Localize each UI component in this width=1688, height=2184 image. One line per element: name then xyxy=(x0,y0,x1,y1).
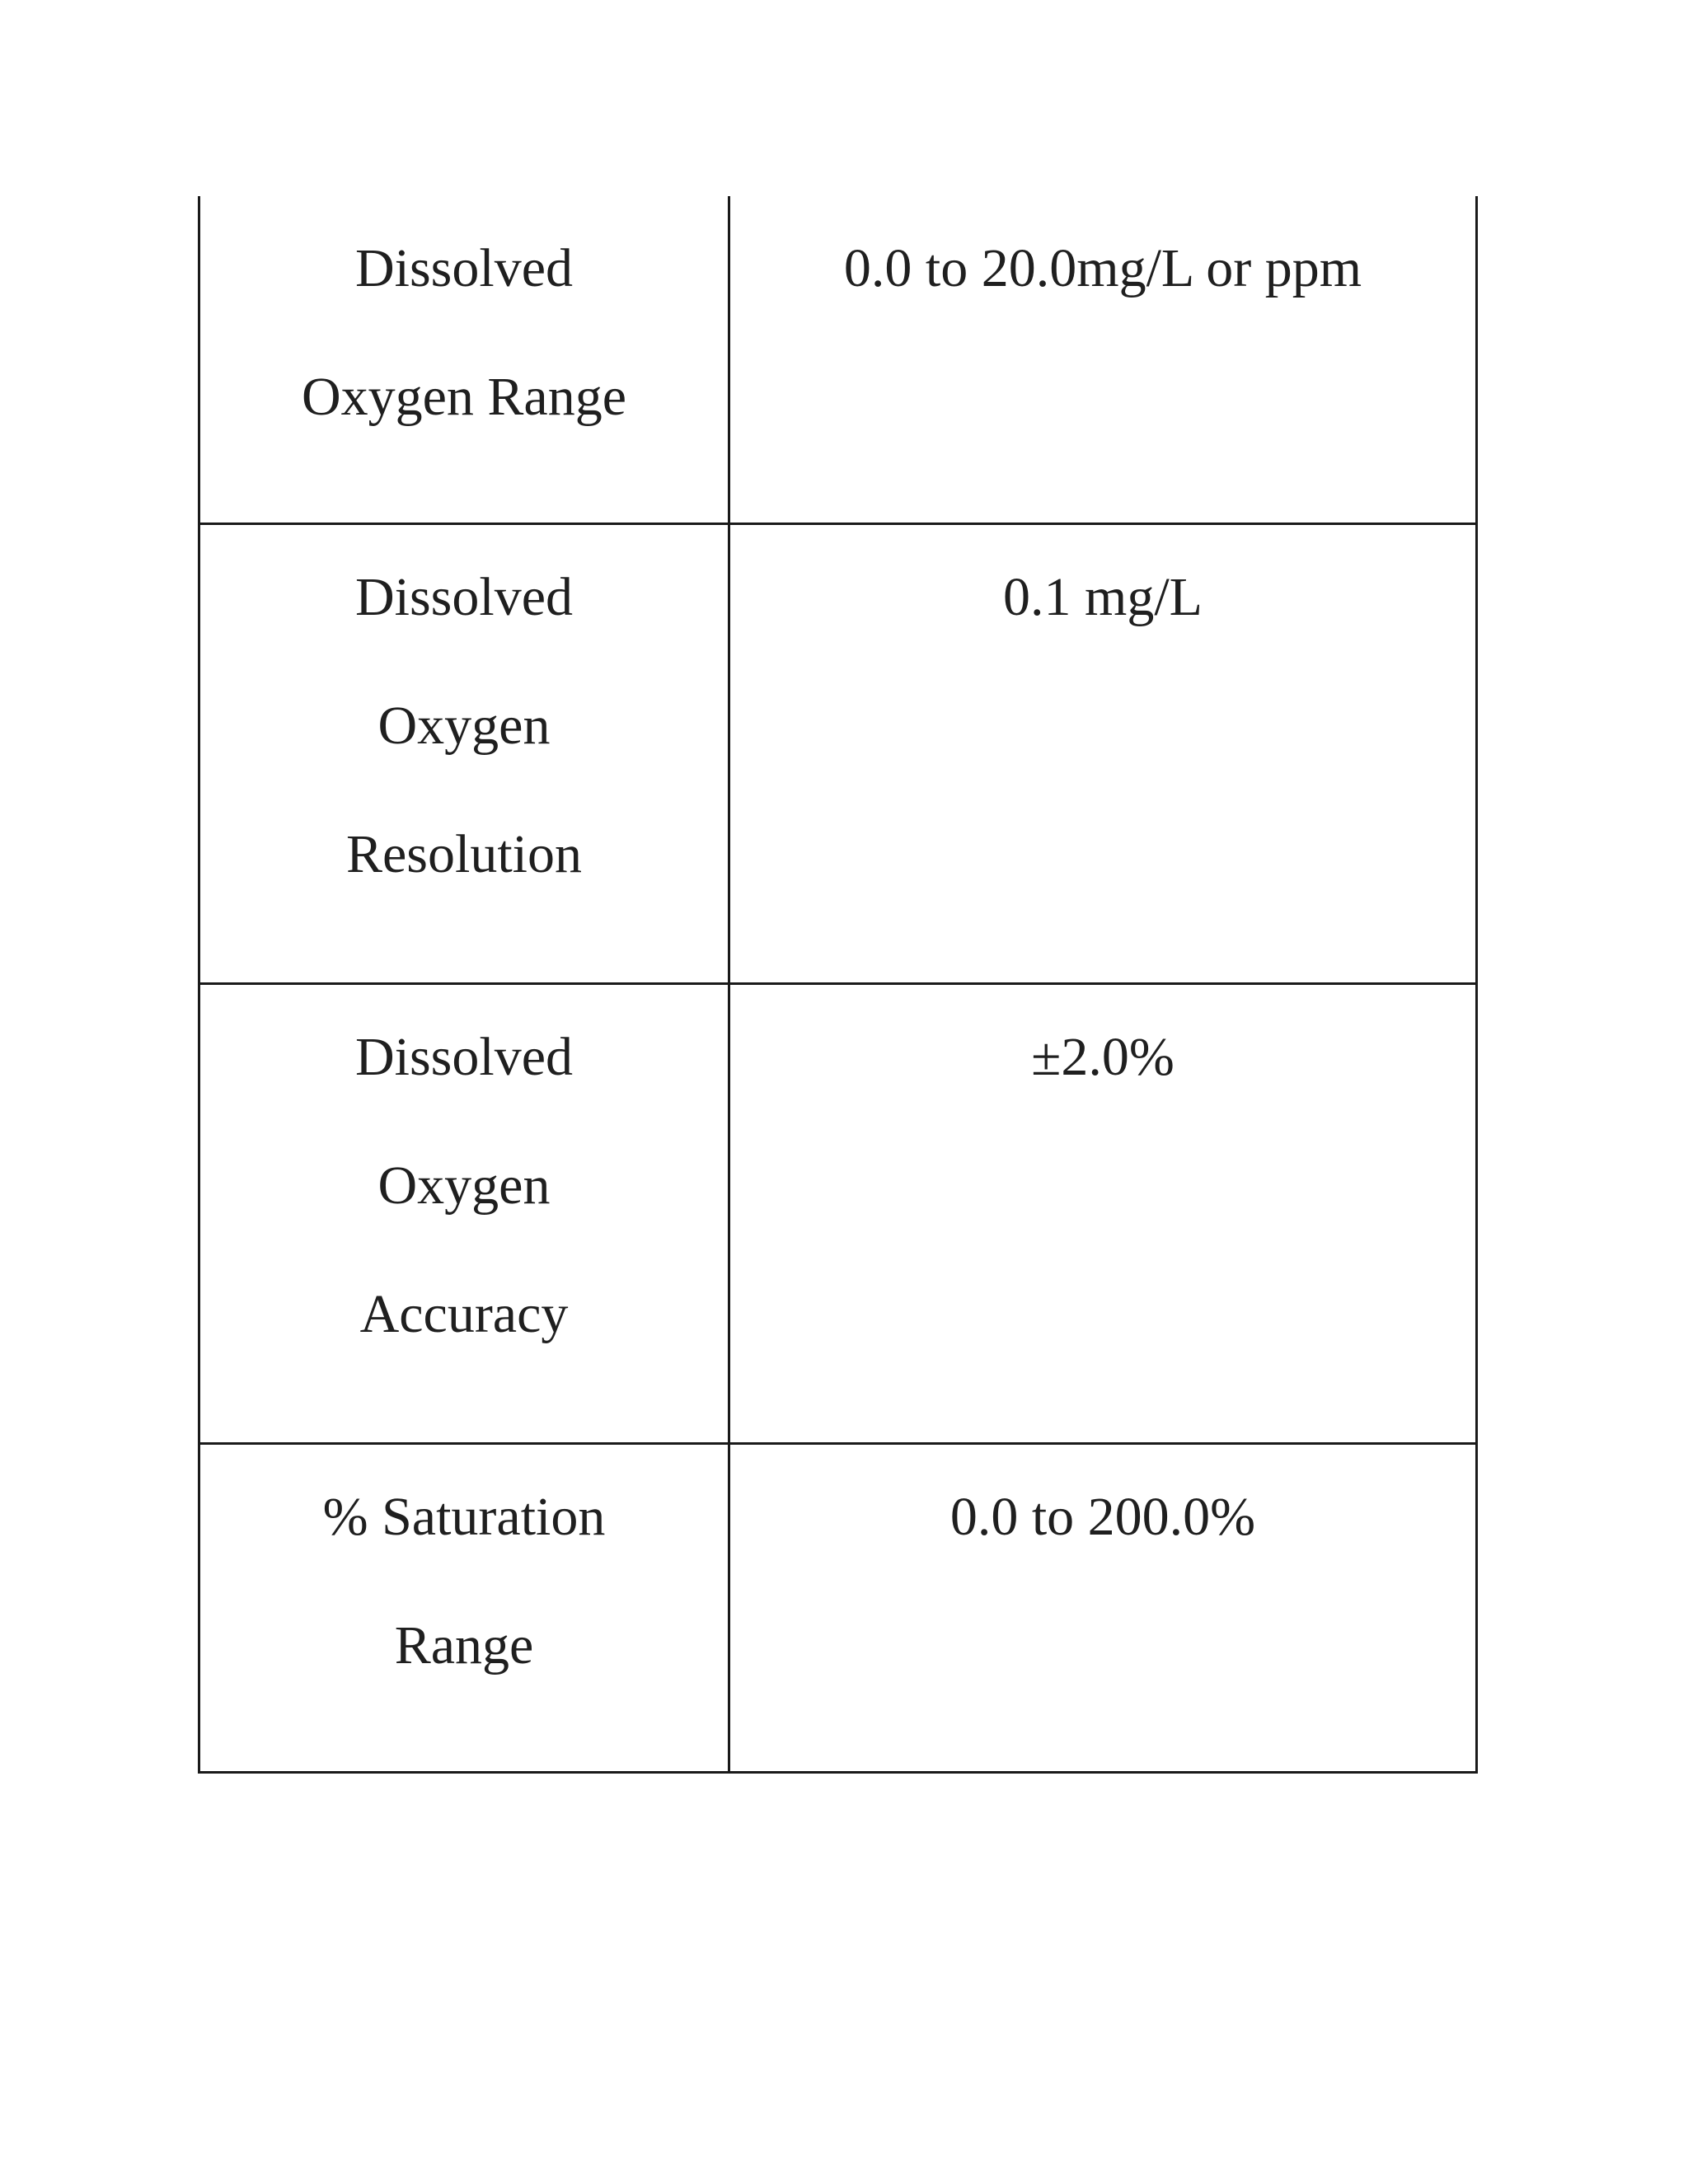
spec-label-line: Dissolved xyxy=(355,1027,573,1087)
spec-label-line: Dissolved xyxy=(355,238,573,298)
spec-label-cell xyxy=(199,984,729,1444)
spec-label-line: % Saturation xyxy=(322,1487,606,1547)
spec-label-line: Accuracy xyxy=(359,1284,569,1344)
spec-label-cell xyxy=(199,524,729,984)
spec-value: 0.1 mg/L xyxy=(1003,567,1203,627)
table-row xyxy=(199,1444,1477,1773)
spec-value-cell xyxy=(729,984,1477,1444)
spec-value: 0.0 to 20.0mg/L or ppm xyxy=(843,238,1362,298)
spec-value-cell xyxy=(729,196,1477,524)
table-row xyxy=(199,524,1477,984)
table-row xyxy=(199,196,1477,524)
specifications-table xyxy=(198,196,1478,1774)
spec-label-line: Oxygen xyxy=(377,1155,551,1216)
spec-label-line: Dissolved xyxy=(355,567,573,627)
spec-value: ±2.0% xyxy=(1031,1027,1175,1087)
spec-label-line: Resolution xyxy=(345,824,582,884)
spec-label-cell xyxy=(199,1444,729,1773)
spec-label-cell xyxy=(199,196,729,524)
spec-label-line: Range xyxy=(394,1615,534,1675)
spec-label-line: Oxygen xyxy=(377,696,551,756)
spec-value-cell xyxy=(729,1444,1477,1773)
spec-label-line: Oxygen Range xyxy=(301,367,627,427)
spec-value: 0.0 to 200.0% xyxy=(950,1487,1256,1547)
spec-value-cell xyxy=(729,524,1477,984)
table-row xyxy=(199,984,1477,1444)
